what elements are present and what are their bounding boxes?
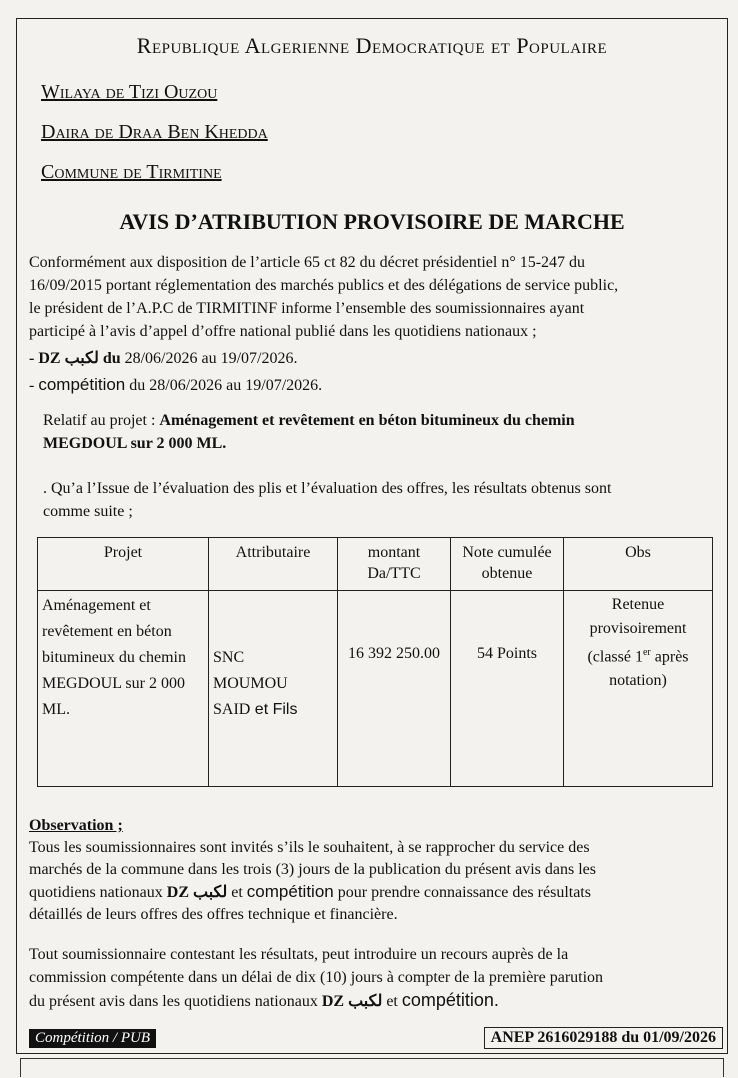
- cell-projet: Aménagement et revêtement en béton bitumineux du chemin MEGDOUL sur 2 000 ML.: [38, 591, 209, 787]
- dz-du: du: [98, 350, 121, 367]
- cell-montant: 16 392 250.00: [338, 591, 451, 787]
- obs-line-3: après notation): [609, 648, 689, 690]
- recours-paragraph: [29, 943, 719, 1013]
- competition-newspaper-name: compétition: [38, 375, 126, 394]
- newspaper-dz-line: [29, 347, 719, 370]
- recours-line-1: Tout soumissionnaire contestant les résultats, peut introduire un recours auprès de la: [29, 946, 569, 963]
- observation-line-3b: et: [227, 884, 247, 901]
- attributaire-line-3b: et Fils: [250, 701, 298, 718]
- cell-note: 54 Points: [451, 591, 564, 787]
- header-note: Note cumulée obtenue: [451, 538, 564, 591]
- republic-header: Republique Algerienne Democratique et Populaire: [136, 33, 608, 58]
- observation-competition: compétition: [246, 882, 334, 901]
- intro-line-4: participé à l’avis d’appel d’offre national publié dans les quotidiens nationaux ;: [29, 323, 537, 340]
- issue-line-2: comme suite ;: [43, 503, 133, 520]
- issue-line-1: . Qu’a l’Issue de l’évaluation des plis et l’évaluation des offres, les résultats obtenus sont: [43, 480, 612, 497]
- notice-title: AVIS D’ATRIBUTION PROVISOIRE DE MARCHE: [119, 209, 625, 234]
- header-montant: montant Da/TTC: [338, 538, 451, 591]
- wilaya-line: Wilaya de Tizi Ouzou: [41, 81, 218, 103]
- footer-source-badge: Compétition / PUB: [29, 1029, 156, 1048]
- observation-line-4: détaillés de leurs offres des offres technique et financière.: [29, 906, 398, 923]
- dz-dates: 28/06/2026 au 19/07/2026.: [120, 350, 298, 367]
- projet-text-1: Aménagement et revêtement en béton bitumineux du chemin: [159, 412, 575, 429]
- commune-line: Commune de Tirmitine: [41, 161, 222, 183]
- daira-line: Daira de Draa Ben Khedda: [41, 121, 268, 143]
- obs-sup: er: [642, 647, 651, 658]
- recours-line-2: commission compétente dans un délai de dix (10) jours à compter de la première parution: [29, 969, 604, 986]
- attributaire-line-2: MOUMOU: [213, 675, 288, 692]
- observation-dz: DZ لكبب: [166, 884, 228, 901]
- obs-line-1: Retenue provisoirement: [589, 596, 687, 637]
- table-header-row: [38, 538, 713, 591]
- projet-label: Relatif au projet :: [43, 412, 160, 429]
- observation-line-3c: pour prendre connaissance des résultats: [333, 884, 591, 901]
- notice-frame: [16, 18, 728, 1054]
- intro-line-2: 16/09/2015 portant réglementation des marchés publics et des délégations de service public,: [29, 277, 619, 294]
- recours-line-3a: du présent avis dans les quotidiens nationaux: [29, 993, 322, 1010]
- intro-paragraph: [29, 251, 719, 343]
- dz-newspaper-name: - DZ لكبب: [29, 350, 99, 367]
- recours-dz: DZ لكبب: [321, 993, 383, 1010]
- projet-paragraph: [43, 409, 719, 455]
- next-notice-border: [20, 1058, 724, 1077]
- cell-attributaire: [209, 591, 338, 787]
- observation-paragraph: [29, 815, 719, 926]
- intro-line-1: Conformément aux disposition de l’article 65 ct 82 du décret présidentiel n° 15-247 du: [29, 254, 586, 271]
- observation-line-1: Tous les soumissionnaires sont invités s’ils le souhaitent, à se rapprocher du service des: [29, 839, 590, 856]
- header-projet: Projet: [38, 538, 209, 591]
- recours-line-3b: et: [382, 993, 402, 1010]
- intro-line-3: le président de l’A.P.C de TIRMITINF informe l’ensemble des soumissionnaires ayant: [29, 300, 585, 317]
- recours-competition: compétition.: [401, 990, 499, 1010]
- comp-prefix: -: [29, 377, 39, 394]
- table-row: [38, 591, 713, 787]
- issue-paragraph: [43, 477, 719, 523]
- projet-text-2: MEGDOUL sur 2 000 ML.: [43, 435, 227, 452]
- header-obs: Obs: [564, 538, 713, 591]
- obs-line-2: (classé 1: [587, 648, 643, 666]
- attributaire-line-1: SNC: [213, 649, 245, 666]
- comp-dates: du 28/06/2026 au 19/07/2026.: [125, 377, 323, 394]
- observation-label: Observation ;: [29, 817, 123, 834]
- footer-anep-reference: ANEP 2616029188 du 01/09/2026: [484, 1027, 723, 1049]
- results-table: [37, 537, 713, 787]
- header-attributaire: Attributaire: [209, 538, 338, 591]
- observation-line-3a: quotidiens nationaux: [29, 884, 167, 901]
- attributaire-line-3: SAID: [213, 701, 251, 718]
- observation-line-2: marchés de la commune dans les trois (3) jours de la publication du présent avis dans les: [29, 861, 596, 878]
- cell-obs: [564, 591, 713, 787]
- newspaper-competition-line: [29, 373, 719, 397]
